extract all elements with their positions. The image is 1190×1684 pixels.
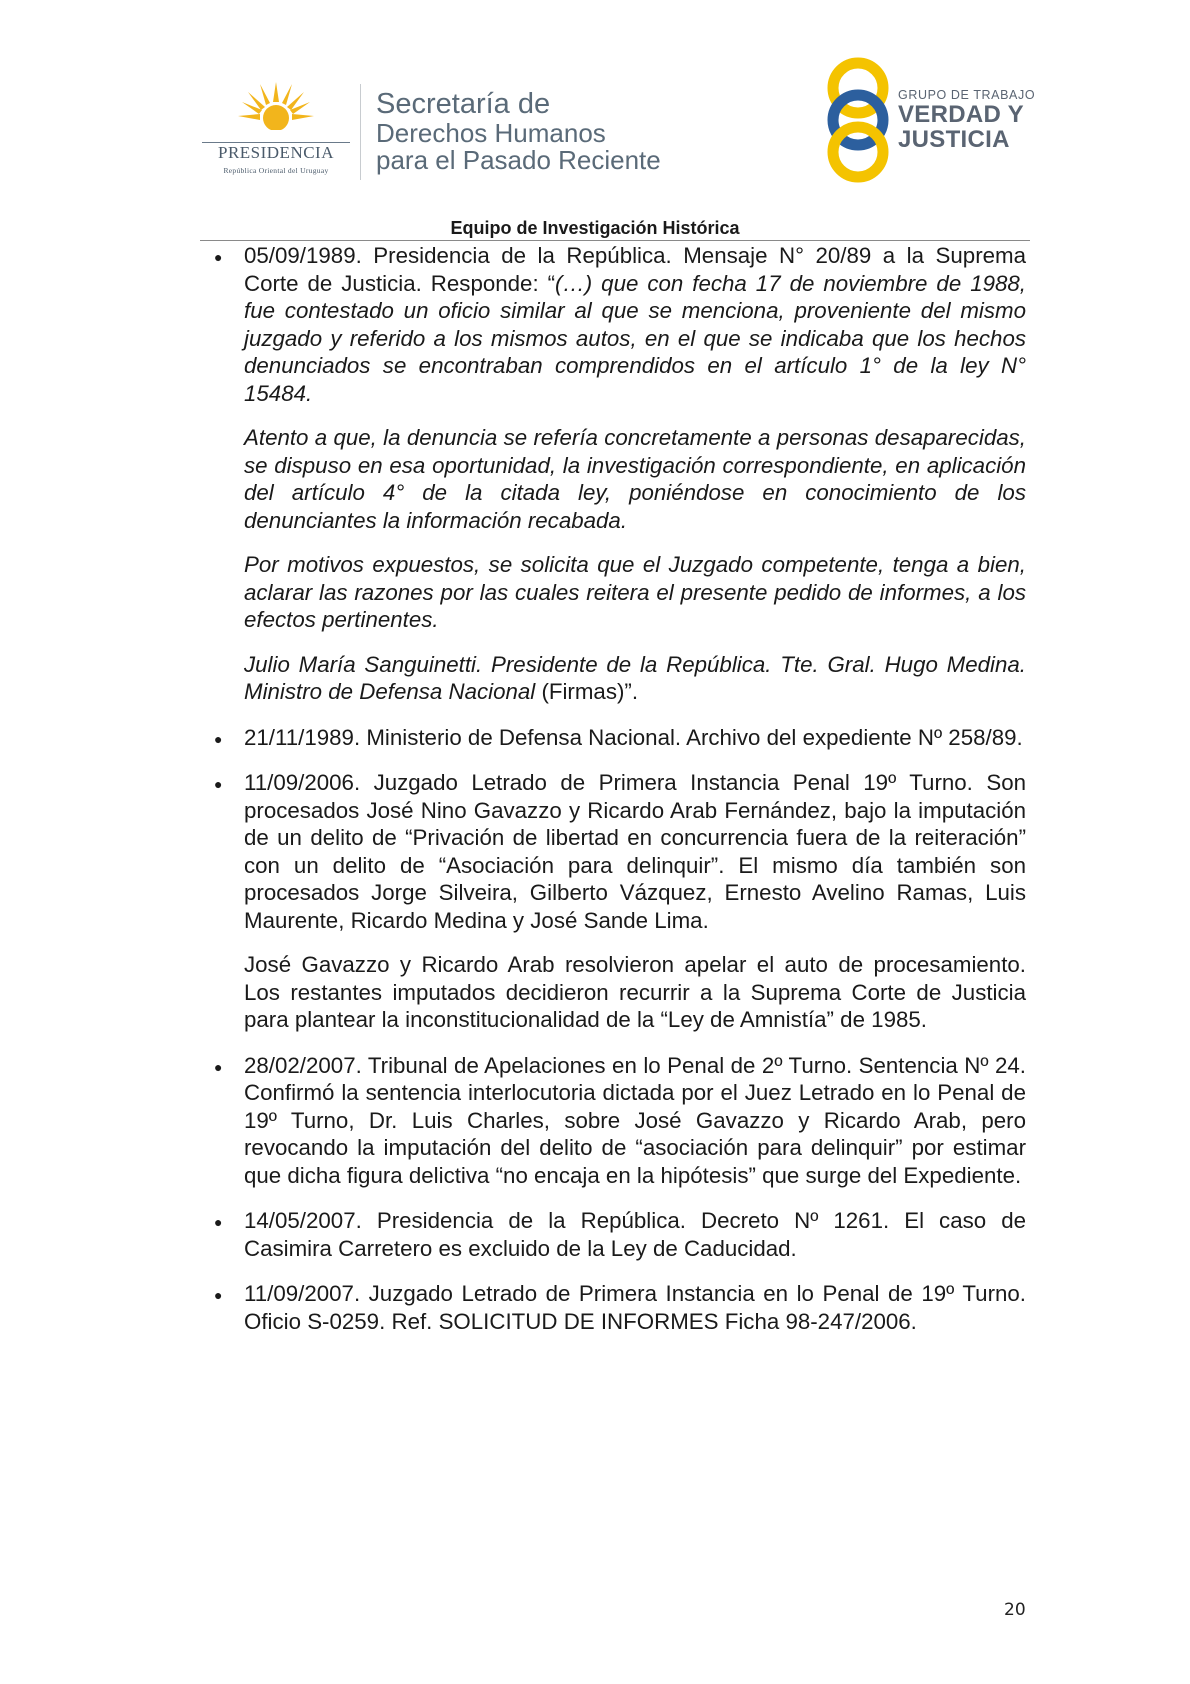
text-run: (Firmas)”. xyxy=(541,679,639,704)
header-rule xyxy=(200,240,1030,241)
secretaria-line-2: Derechos Humanos xyxy=(376,118,606,148)
paragraph xyxy=(244,551,1026,634)
presidencia-name: PRESIDENCIA xyxy=(217,143,334,162)
italic-text: Atento a que, la denuncia se refería concretamente a personas desaparecidas, se dispuso en esa oportunidad, la investigación correspondiente, en aplicación del artículo 4° de la citada ley, poniéndose en conocimiento de los denunciantes la información recabada. xyxy=(244,425,1026,533)
paragraph xyxy=(244,1052,1026,1190)
grupo-verdad-justicia-logo xyxy=(822,56,1042,186)
secretaria-line-1: Secretaría de xyxy=(376,88,551,120)
bullet-icon: ● xyxy=(214,1058,223,1075)
bullet-icon: ● xyxy=(214,1287,223,1303)
text-run: 28/02/2007. Tribunal de Apelaciones en lo Penal de 2º Turno. Sentencia Nº 24. Confirmó la sentencia interlocutoria dictada por el Juez Letrado en lo Penal de 19º Turno, Dr. Luis Charles, sobre José Gavazzo y Ricardo Arab, pero revocando la imputación del delito de “asociación para delinquir” por estimar que dicha figura delictiva “no encaja en la hipótesis” que surge del Expediente. xyxy=(244,1052,1026,1188)
secretaria-title xyxy=(376,88,661,174)
italic-text: (…) que con fecha 17 de noviembre de 1988, fue contestado un oficio similar al que se menciona, proveniente del mismo juzgado y referido a los mismos autos, en el que se indicaba que los hechos denunciados se encontraban comprendidos en el artículo 1° de la ley N° 15484. xyxy=(244,270,1026,406)
bullet-icon: ● xyxy=(214,1214,223,1230)
italic-text: Julio María Sanguinetti. Presidente de la República. Tte. Gral. Hugo Medina. Ministro de Defensa Nacional xyxy=(244,651,1026,704)
presidencia-logo xyxy=(196,80,356,180)
secretaria-line-3: para el Pasado Reciente xyxy=(376,145,661,175)
bullet-icon: ● xyxy=(214,730,223,747)
text-run: 05/09/1989. Presidencia de la República. Mensaje N° 20/89 a la Suprema Corte de Justicia. Responde: “ xyxy=(244,243,1026,296)
list-item xyxy=(214,1052,1026,1190)
text-run: José Gavazzo y Ricardo Arab resolvieron apelar el auto de procesamiento. Los restantes imputados decidieron recurrir a la Suprema Corte de Justicia para plantear la inconstitucionalidad de la “Ley de Amnistía” de 1985. xyxy=(244,952,1026,1032)
presidencia-subtitle: República Oriental del Uruguay xyxy=(223,166,329,175)
paragraph xyxy=(244,1207,1026,1262)
list-item xyxy=(214,724,1026,752)
page-number: 20 xyxy=(1004,1600,1026,1620)
paragraph xyxy=(244,769,1026,934)
list-item xyxy=(214,769,1026,1034)
list-item xyxy=(214,1207,1026,1262)
text-run: 21/11/1989. Ministerio de Defensa Nacional. Archivo del expediente Nº 258/89. xyxy=(244,724,1023,750)
grupo-text xyxy=(898,88,1035,152)
document-body xyxy=(214,242,1026,1335)
rings-logo-icon xyxy=(822,56,894,184)
sun-emblem-icon xyxy=(238,80,314,140)
text-run: 11/09/2006. Juzgado Letrado de Primera Instancia Penal 19º Turno. Son procesados José Nino Gavazzo y Ricardo Arab Fernández, bajo la imputación de un delito de “Privación de libertad en concurrencia fuera de la reiteración” con un delito de “Asociación para delinquir”. El mismo día también son procesados Jorge Silveira, Gilberto Vázquez, Ernesto Avelino Ramas, Luis Maurente, Ricardo Medina y José Sande Lima. xyxy=(244,770,1026,933)
text-run: 11/09/2007. Juzgado Letrado de Primera Instancia en lo Penal de 19º Turno. Oficio S-0259. Ref. SOLICITUD DE INFORMES Ficha 98-247/2006. xyxy=(244,1281,1026,1334)
grupo-line-1: GRUPO DE TRABAJO xyxy=(898,88,1036,102)
header-divider xyxy=(360,84,361,180)
paragraph xyxy=(244,951,1026,1034)
italic-text: Por motivos expuestos, se solicita que el Juzgado competente, tenga a bien, aclarar las razones por las cuales reitera el presente pedido de informes, a los efectos pertinentes. xyxy=(244,552,1026,632)
paragraph xyxy=(244,1280,1026,1335)
list-item xyxy=(214,242,1026,706)
paragraph xyxy=(244,242,1026,407)
text-run: 14/05/2007. Presidencia de la República. Decreto Nº 1261. El caso de Casimira Carretero es excluido de la Ley de Caducidad. xyxy=(244,1208,1026,1261)
bullet-icon: ● xyxy=(214,776,223,792)
paragraph xyxy=(244,724,1026,752)
team-title: Equipo de Investigación Histórica xyxy=(450,218,740,238)
grupo-line-2: VERDAD Y xyxy=(898,101,1024,128)
paragraph xyxy=(244,424,1026,534)
paragraph xyxy=(244,651,1026,706)
grupo-line-3: JUSTICIA xyxy=(898,126,1010,153)
list-item xyxy=(214,1280,1026,1335)
bullet-icon: ● xyxy=(214,249,223,265)
